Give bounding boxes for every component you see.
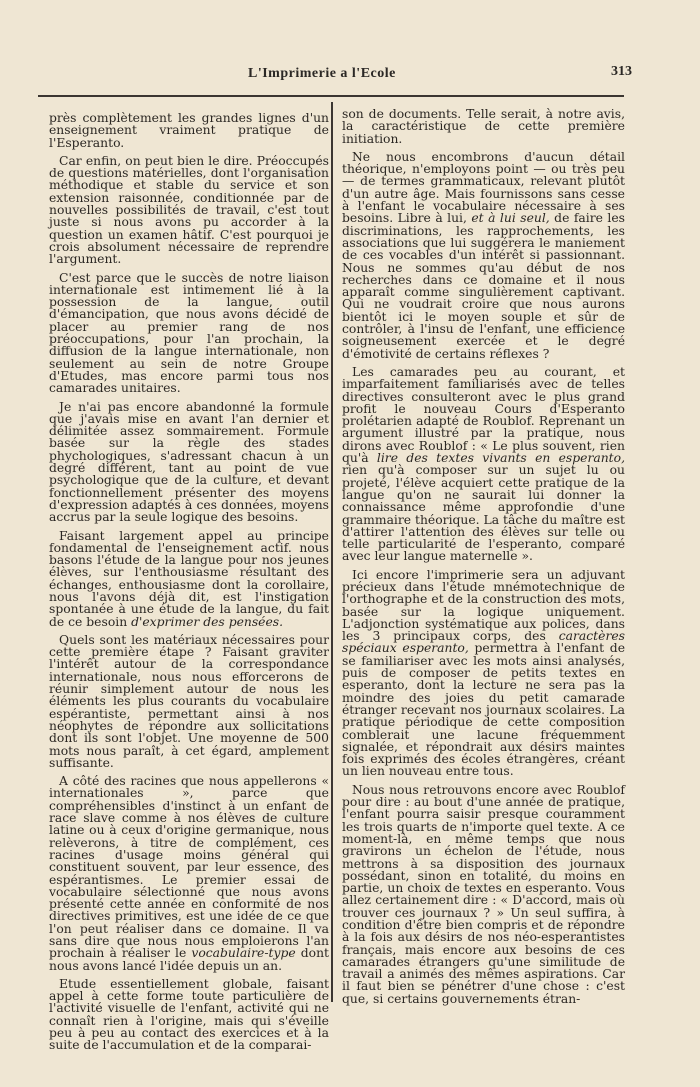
paragraph: A côté des racines que nous appellerons « internationales », parce que compréhensibles d'instinct à un enfant de race slave comme à nos élèves de culture latine ou à ceux d'origine germanique, nous relèverons, à titre de complément, ces racines d'usage moins général qui constituent souvent, par leur essence, des espérantismes. Le premier essai de vocabulaire sélectionné que nous avons présenté cette année en conformité de nos directives primitives, est une idée de ce que l'on peut réaliser dans ce domaine. Il va sans dire que nous nous emploierons l'an prochain à réaliser le vocabulaire-type dont nous avons lancé l'idée depuis un an. (49, 774, 329, 973)
paragraph: Ne nous encombrons d'aucun détail théorique, n'employons point — ou très peu — de termes grammaticaux, relevant plutôt d'un autre âge. Mais fournissons sans cesse à l'enfant le vocabulaire nécessaire à ses besoins. Libre à lui, et à lui seul, de faire les discriminations, les rapprochements, les associations que lui suggérera le maniement de ces vocables d'un intérêt si passionnant. Nous ne sommes qu'au début de nos recherches dans ce domaine et il nous apparaît comme singulièrement captivant. Qui ne voudrait croire que nous aurons bientôt ici le moyen souple et sûr de contrôler, à l'insu de l'enfant, une efficience soigneusement exercée et le degré d'émotivité de certains réflexes ? (342, 149, 625, 361)
emphasis: vocabulaire-type (191, 946, 296, 961)
column-divider (331, 102, 333, 1002)
header-rule (38, 95, 624, 97)
paragraph: Car enfin, on peut bien le dire. Préoccupés de questions matérielles, dont l'organisation méthodique et stable du service et son extension raisonnée, conditionnée par de nouvelles possibilités de travail, c'est tout juste si nous avons pu accorder à la question un examen hâtif. C'est pourquoi je crois absolument nécessaire de reprendre l'argument. (49, 153, 329, 267)
paragraph: près complètement les grandes lignes d'un enseignement vraiment pratique de l'Esperanto. (49, 111, 329, 150)
paragraph: son de documents. Telle serait, à notre avis, la caractéristique de cette première initiation. (342, 107, 625, 146)
right-column (342, 108, 625, 1011)
paragraph: Nous nous retrouvons encore avec Roublof pour dire : au bout d'une année de pratique, l'enfant pourra saisir presque couramment les trois quarts de n'importe quel texte. A ce moment-là, en même temps que nous gravirons un échelon de l'étude, nous mettrons à sa disposition des journaux possédant, sinon en totalité, du moins en partie, un choix de textes en esperanto. Vous allez certainement dire : « D'accord, mais où trouver ces journaux ? » Un seul suffira, à condition d'être bien compris et de répondre à la fois aux désirs de nos néo-esperantistes français, mais encore aux besoins de ces camarades étrangers qu'une similitude de travail a animés des mêmes aspirations. Car il faut bien se pénétrer d'une chose : c'est que, si certains gouvernements étran- (342, 782, 625, 1006)
emphasis: et à lui seul, (471, 211, 550, 226)
emphasis: caractères spéciaux esperanto, (342, 629, 625, 656)
page-header (38, 62, 632, 84)
page-number: 313 (611, 64, 632, 79)
left-column (49, 112, 329, 1058)
emphasis: d'exprimer des pensées. (131, 614, 284, 629)
paragraph: Etude essentiellement globale, faisant appel à cette forme toute particulière de l'activité visuelle de l'enfant, activité qui ne connaît rien à l'origine, mais qui s'éveille peu à peu au contact des exercices et à la suite de l'accumulation et de la comparai- (49, 976, 329, 1053)
paragraph: Faisant largement appel au principe fondamental de l'enseignement actif. nous basons l'étude de la langue pour nos jeunes élèves, sur l'enthousiasme résultant des échanges, enthousiasme dont la corollaire, nous l'avons déjà dit, est l'instigation spontanée à une étude de la langue, du fait de ce besoin d'exprimer des pensées. (49, 528, 329, 629)
running-title: L'Imprimerie a l'Ecole (248, 66, 396, 81)
paragraph: Je n'ai pas encore abandonné la formule que j'avais mise en avant l'an dernier et délimitée assez sommairement. Formule basée sur la règle des stades phychologiques, s'adressant chacun à un degré différent, tant au point de vue psychologique que de la culture, et devant fonctionnellement présenter des moyens d'expression adaptés à ces données, moyens accrus par la seule logique des besoins. (49, 399, 329, 525)
emphasis: lire des textes vivants en esperanto, (376, 451, 625, 466)
paragraph: Ici encore l'imprimerie sera un adjuvant précieux dans l'étude mnémotechnique de l'orthographe et de la construction des mots, basée sur la logique uniquement. L'adjonction systématique aux polices, dans les 3 principaux corps, des caractères spéciaux esperanto, permettra à l'enfant de se familiariser avec les mots ainsi analysés, puis de composer de petits textes en esperanto, dont la lecture ne sera pas la moindre des joies du petit camarade étranger recevant nos journaux scolaires. La pratique périodique de cette composition comblerait une lacune fréquemment signalée, et répondrait aux désirs maintes fois exprimés des écoles étrangères, créant un lien nouveau entre tous. (342, 567, 625, 779)
paragraph: Quels sont les matériaux nécessaires pour cette première étape ? Faisant graviter l'intérêt autour de la correspondance internationale, nous nous efforcerons de réunir simplement autour de nous les éléments les plus courants du vocabulaire espérantiste, permettant ainsi à nos néophytes de répondre aux sollicitations dont ils sont l'objet. Une moyenne de 500 mots nous paraît, à cet égard, amplement suffisante. (49, 632, 329, 770)
paragraph: Les camarades peu au courant, et imparfaitement familiarisés avec de telles directives consulteront avec le plus grand profit le nouveau Cours d'Esperanto prolétarien adapté de Roublof. Reprenant un argument illustré par la pratique, nous dirons avec Roublof : « Le plus souvent, rien qu'à lire des textes vivants en esperanto, rien qu'à composer sur un sujet lu ou projeté, l'élève acquiert cette pratique de la langue qu'on ne saurait lui donner la connaissance même approfondie d'une grammaire théorique. La tâche du maître est d'attirer l'attention des élèves sur telle ou telle particularité de l'esperanto, comparé avec leur langue maternelle ». (342, 364, 625, 564)
paragraph: C'est parce que le succès de notre liaison internationale est intimement lié à la possession de la langue, outil d'émancipation, que nous avons décidé de placer au premier rang de nos préoccupations, pour l'an prochain, la diffusion de la langue internationale, non seulement au sein de notre Groupe d'Etudes, mas encore parmi tous nos camarades unitaires. (49, 270, 329, 396)
